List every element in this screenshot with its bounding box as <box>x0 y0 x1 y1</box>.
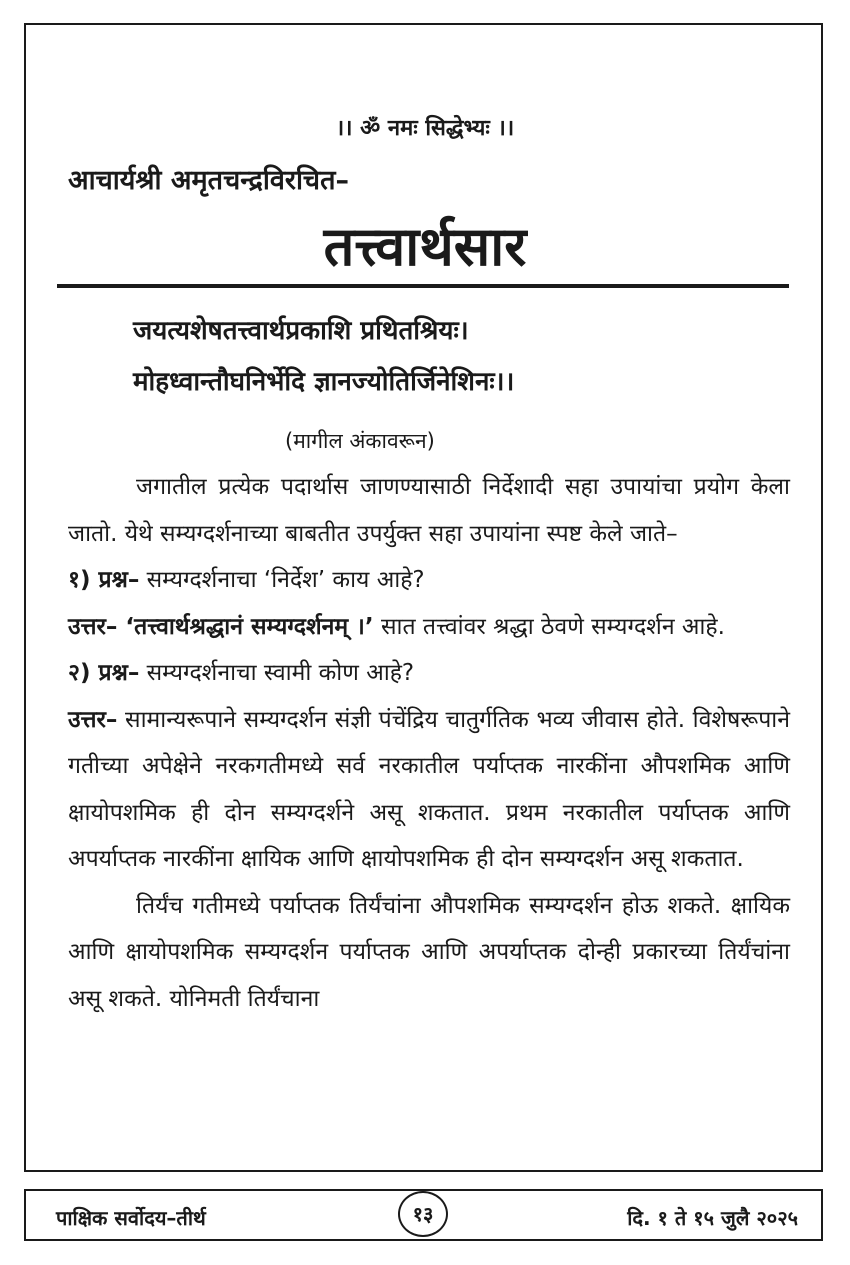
answer-label: उत्तर– <box>68 613 118 640</box>
answer-text: सामान्यरूपाने सम्यग्दर्शन संज्ञी पंचेंद्रिय चातुर्गतिक भव्य जीवास होते. विशेषरूपाने गतीच्या अपेक्षेने नरकगतीमध्ये सर्व नरकातील पर्याप्तक नारकींना औपशमिक आणि क्षायोपशमिक ही दोन सम्यग्दर्शने असू शकतात. प्रथम नरकातील पर्याप्तक आणि अपर्याप्तक नारकींना क्षायिक आणि क्षायोपशमिक ही दोन सम्यग्दर्शन असू शकतात. <box>68 706 790 872</box>
answer-text: सात तत्त्वांवर श्रद्धा ठेवणे सम्यग्दर्शन आहे. <box>373 613 725 640</box>
article-body <box>68 464 790 1022</box>
answer-label: उत्तर– <box>68 706 118 733</box>
question-text: सम्यग्दर्शनाचा स्वामी कोण आहे? <box>139 660 415 686</box>
intro-paragraph: जगातील प्रत्येक पदार्थास जाणण्यासाठी निर्देशादी सहा उपायांचा प्रयोग केला जातो. येथे सम्यग्दर्शनाच्या बाबतीत उपर्युक्त सहा उपायांना स्पष्ट केले जाते– <box>68 474 790 547</box>
question-label: २) प्रश्न– <box>68 660 140 686</box>
verse-line-1: जयत्यशेषतत्त्वार्थप्रकाशि प्रथितश्रियः। <box>133 316 469 346</box>
title-divider <box>57 284 789 288</box>
question-label: १) प्रश्न– <box>68 567 140 593</box>
answer-1 <box>68 604 790 651</box>
verse-line-2: मोहध्वान्तौघनिर्भेदि ज्ञानज्योतिर्जिनेशिनः।। <box>133 367 515 397</box>
page-number: १३ <box>398 1191 448 1237</box>
question-2 <box>68 650 790 697</box>
issue-date: दि. १ ते १५ जुलै २०२५ <box>627 1206 798 1230</box>
page-title: तत्त्वार्थसार <box>323 214 527 278</box>
author-line: आचार्यश्री अमृतचन्द्रविरचित– <box>68 165 349 196</box>
question-text: सम्यग्दर्शनाचा ‘निर्देश’ काय आहे? <box>139 567 425 593</box>
invocation-line: ।। ॐ नमः सिद्धेभ्यः ।। <box>335 116 515 141</box>
closing-paragraph: तिर्यंच गतीमध्ये पर्याप्तक तिर्यंचांना औपशमिक सम्यग्दर्शन होऊ शकते. क्षायिक आणि क्षायोपशमिक सम्यग्दर्शन पर्याप्तक आणि अपर्याप्तक दोन्ही प्रकारच्या तिर्यंचांना असू शकते. योनिमती तिर्यंचाना <box>68 892 790 1012</box>
answer-2 <box>68 697 790 883</box>
publication-name: पाक्षिक सर्वोदय–तीर्थ <box>56 1206 206 1230</box>
continued-note: (मागील अंकावरून) <box>285 429 435 453</box>
question-1 <box>68 557 790 604</box>
answer-quote: ‘तत्त्वार्थश्रद्धानं सम्यग्दर्शनम् ।’ <box>117 613 374 640</box>
